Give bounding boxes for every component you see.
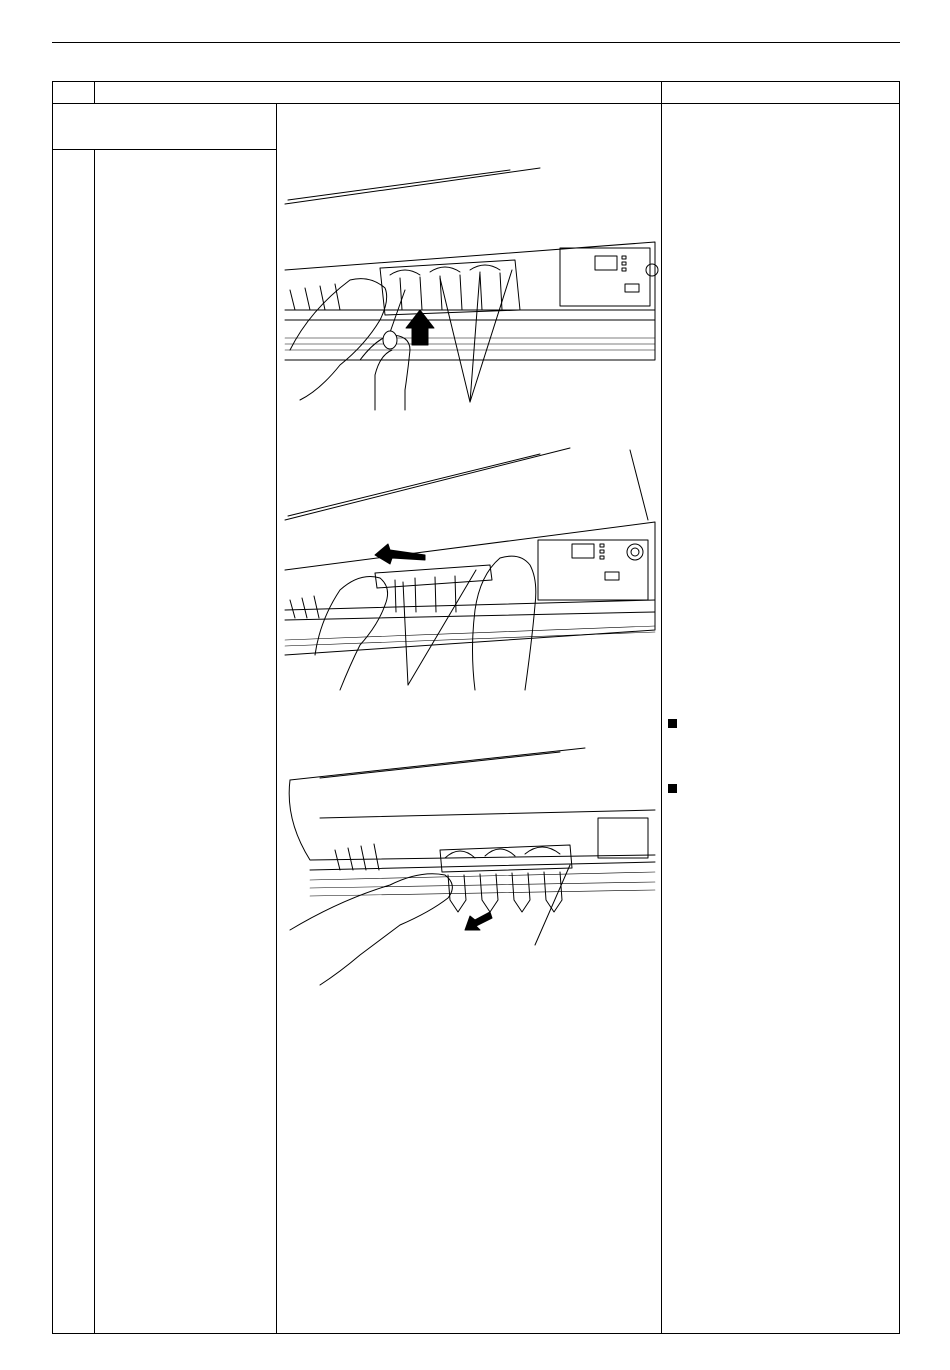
remark-bullet-2 (668, 784, 677, 793)
hand-pulling (290, 874, 452, 985)
figure-3-illustration (280, 740, 660, 990)
leader-lines-2 (403, 570, 476, 685)
header-col-divider-2 (661, 81, 662, 103)
louver-assembly (335, 844, 572, 912)
figure-2-illustration (280, 440, 660, 700)
push-up-arrow (406, 310, 434, 345)
body-col-divider-left (276, 103, 277, 1333)
control-panel (538, 540, 648, 600)
figure-1-illustration (280, 160, 660, 415)
hand-holding-screwdriver (290, 279, 410, 410)
remark-bullet-1 (668, 719, 677, 728)
unit-front-panel-outline (289, 748, 655, 896)
step-no-divider (94, 149, 95, 1333)
table-header-divider (52, 103, 900, 104)
louver-assembly (290, 260, 520, 315)
right-hand (473, 556, 536, 690)
header-col-divider-1 (94, 81, 95, 103)
body-col-divider-right (661, 103, 662, 1333)
left-hand (315, 577, 388, 691)
control-panel (560, 248, 658, 306)
pull-down-arrow (465, 912, 492, 930)
leader-lines-3 (535, 865, 570, 945)
slide-left-arrow (375, 544, 425, 564)
part-name-divider (52, 149, 276, 150)
louver-assembly (290, 565, 492, 618)
header-rule (52, 42, 900, 43)
unit-front-panel-outline (285, 168, 655, 360)
